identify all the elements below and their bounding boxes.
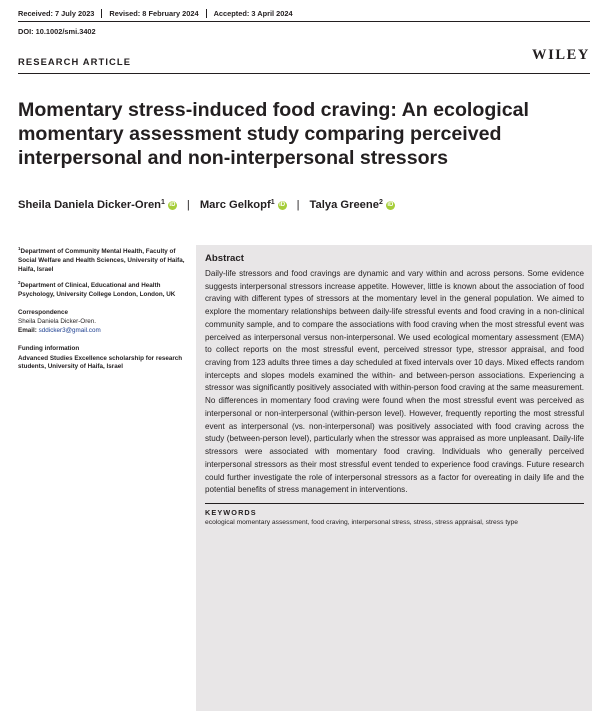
author-separator: | — [186, 199, 190, 211]
affiliation: $^1$Department of Community Mental Health, Faculty of Social Welfare and Health Sciences, University of Haifa, Haifa, Israel — [18, 246, 185, 273]
author-list — [18, 199, 395, 211]
author-name[interactable]: Sheila Daniela Dicker-Oren — [18, 199, 162, 211]
correspondence-heading: Correspondence — [18, 308, 69, 316]
doi[interactable]: DOI: 10.1002/smi.3402 — [18, 27, 96, 36]
orcid-icon[interactable]: iD — [279, 201, 286, 208]
article-sidebar — [18, 245, 190, 372]
funding-heading: Funding information — [18, 344, 80, 352]
email-link[interactable]: sddicker3@gmail.com — [38, 327, 101, 335]
article-dates — [18, 9, 293, 18]
abstract-heading: Abstract — [205, 253, 244, 264]
section-label: RESEARCH ARTICLE — [18, 56, 132, 67]
keywords-heading: KEYWORDS — [205, 507, 257, 517]
accepted-date: Accepted: 3 April 2024 — [213, 9, 293, 18]
author-separator: | — [296, 199, 300, 211]
publisher-logo: WILEY — [532, 47, 590, 63]
header-rule — [18, 21, 590, 22]
author-affiliation-sup: 1 — [161, 198, 165, 206]
funding-text: Advanced Studies Excellence scholarship for research students, University of Haifa, Israel — [18, 354, 183, 371]
email-label: Email: — [18, 327, 37, 335]
date-divider — [206, 9, 207, 18]
abstract-text: Daily-life stressors and food cravings are dynamic and vary within and across persons. Some evidence suggests interpersonal stressors increase appetite. However, little is known about the association of food craving with different types of stressors at the momentary level in the general population. We aimed to explore the momentary relationships between daily-life stressful events and food craving in a non-clinical community sample, and to compare the associations with food craving when the most stressful event was perceived as interpersonal versus non-interpersonal. We used ecological momentary assessment (EMA) to collect reports on the most stressful event, perceived stressor type, stressor appraisal, and food craving from 123 adults three times a day scheduled at fixed intervals over 10 days. Mixed effects random intercepts and slopes models examined the within- and between-person associations. Experiencing a stressor was significantly positively associated with within-person food craving at the same measurement. No differences in momentary food craving were found when the most stressful event was perceived as interpersonal or non-interpersonal (within-person level). However, frequently reporting the most stressful event as interpersonal (vs. non-interpersonal) was positively associated with food craving across the study (between-person level), particularly when the stressor was appraised as more unpleasant. Daily-life stressors were associated with momentary food craving. Individuals who generally perceived interpersonal stressors as their most stressful event tended to experience food cravings. Future research could further investigate the role of interpersonal stressors as a factor for overeating in daily life and the potential benefits of stress management in interventions. — [205, 269, 584, 495]
section-rule — [18, 73, 590, 74]
date-divider — [101, 9, 102, 18]
keywords-text: ecological momentary assessment, food craving, interpersonal stress, stress, stress appraisal, stress type — [205, 518, 518, 526]
affiliation: $^2$Department of Clinical, Educational and Health Psychology, University College London, London, UK — [18, 280, 176, 298]
correspondence-name: Sheila Daniela Dicker-Oren. — [18, 318, 97, 326]
author-name[interactable]: Talya Greene — [309, 199, 379, 211]
article-title: Momentary stress-induced food craving: An ecological momentary assessment study comparing perceived interpersonal and non-interpersonal stressors — [18, 99, 529, 169]
revised-date: Revised: 8 February 2024 — [109, 9, 199, 18]
keywords-rule — [205, 503, 584, 504]
author-name[interactable]: Marc Gelkopf — [199, 199, 271, 211]
correspondence-email — [18, 327, 190, 336]
author-affiliation-sup: 2 — [378, 198, 383, 206]
orcid-icon[interactable]: iD — [387, 201, 394, 208]
received-date: Received: 7 July 2023 — [18, 9, 95, 18]
abstract-box — [196, 245, 592, 711]
orcid-icon[interactable]: iD — [169, 201, 176, 208]
author-affiliation-sup: 1 — [270, 198, 275, 206]
